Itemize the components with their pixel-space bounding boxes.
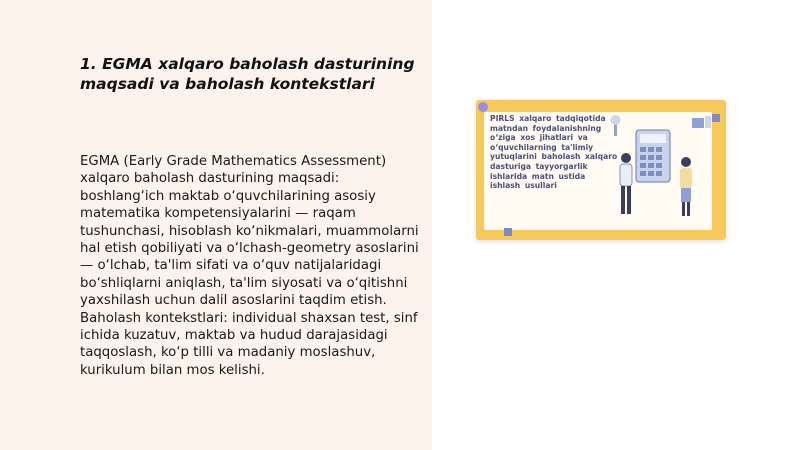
person-left-icon — [620, 153, 632, 214]
corner-flower-icon — [478, 102, 488, 112]
corner-square-icon — [712, 114, 720, 122]
books-icon — [692, 116, 711, 128]
slide-title: 1. EGMA xalqaro baholash dasturining maqsadi va baholash kontekstlari — [80, 55, 415, 93]
slide-body-text: EGMA (Early Grade Mathematics Assessment) xalqaro baholash dasturining maqsadi: boshlang‘ich maktab o‘quvchilarining asosiy matematika kompetensiyalarini — raqam tushunchasi, hisoblash ko‘nikmalari, muammolarni hal etish qobiliyati va o‘lchash-geometry asoslarini — o‘lchab, ta'lim sifati va o‘quv natijalaridagi bo‘shliqlarni aniqlash, ta'lim siyosati va o‘qitishni yaxshilash uchun dalil asoslarini taqdim etish. Baholash kontekstlari: individual shaxsan test, sinf ichida kuzatuv, maktab va hudud darajasidagi taqqoslash, ko‘p tilli va madaniy moslashuv, kurikulum bilan mos kelishi. — [80, 154, 419, 378]
illustration-caption: PIRLS xalqaro tadqiqotida matndan foydalanishning o‘ziga xos jihatlari va o‘quvchilarning ta'limiy yutuqlarini baholash xalqaro dasturiga tayyorgarlik ishlarida matn ustida ishlash usullari — [490, 114, 618, 191]
people-calculator-illustration — [604, 112, 719, 232]
corner-tag-icon — [504, 228, 512, 236]
person-right-icon — [680, 157, 692, 216]
calculator-icon — [636, 130, 670, 182]
illustration-card — [476, 100, 726, 240]
lamp-icon — [611, 115, 621, 136]
